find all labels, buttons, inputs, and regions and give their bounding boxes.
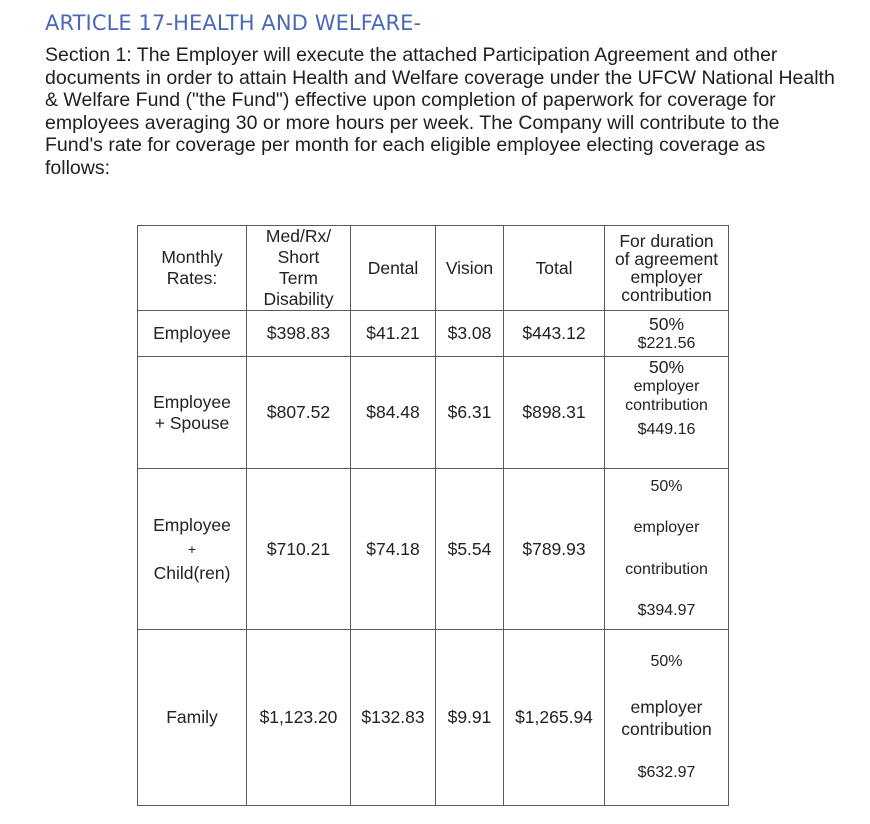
contribution-cell: 50% employer contribution $394.97 — [605, 469, 729, 630]
header-med-rx-std: Med/Rx/ Short Term Disability — [247, 226, 351, 311]
article-title: ARTICLE 17-HEALTH AND WELFARE- — [45, 11, 422, 35]
vision-cell: $6.31 — [436, 357, 504, 469]
contribution-cell: 50% $221.56 — [605, 311, 729, 357]
med-rx-std-cell: $710.21 — [247, 469, 351, 630]
table-row — [138, 357, 729, 469]
row-label: Employee + Spouse — [138, 357, 247, 469]
contribution-cell: 50% employer contribution $632.97 — [605, 630, 729, 806]
total-cell: $789.93 — [504, 469, 605, 630]
dental-cell: $132.83 — [351, 630, 436, 806]
header-employer-contribution: For duration of agreement employer contribution — [605, 226, 729, 311]
total-cell: $1,265.94 — [504, 630, 605, 806]
row-label: Family — [138, 630, 247, 806]
header-vision: Vision — [436, 226, 504, 311]
row-label: Employee + Child(ren) — [138, 469, 247, 630]
table-row — [138, 630, 729, 806]
table-row — [138, 469, 729, 630]
header-monthly-rates: Monthly Rates: — [138, 226, 247, 311]
total-cell: $443.12 — [504, 311, 605, 357]
header-total: Total — [504, 226, 605, 311]
dental-cell: $74.18 — [351, 469, 436, 630]
section-1-text: Section 1: The Employer will execute the attached Participation Agreement and other documents in order to attain Health and Welfare coverage under the UFCW National Health & Welfare Fund ("the Fund") effective upon completion of paperwork for coverage for employees averaging 30 or more hours per week. The Company will contribute to the Fund's rate for coverage per month for each eligible employee electing coverage as follows: — [45, 44, 835, 179]
total-cell: $898.31 — [504, 357, 605, 469]
row-label: Employee — [138, 311, 247, 357]
table-row — [138, 311, 729, 357]
table-header-row — [138, 226, 729, 311]
vision-cell: $3.08 — [436, 311, 504, 357]
med-rx-std-cell: $1,123.20 — [247, 630, 351, 806]
contribution-cell: 50% employer contribution $449.16 — [605, 357, 729, 469]
dental-cell: $84.48 — [351, 357, 436, 469]
med-rx-std-cell: $398.83 — [247, 311, 351, 357]
vision-cell: $5.54 — [436, 469, 504, 630]
rates-table — [137, 225, 729, 806]
header-dental: Dental — [351, 226, 436, 311]
med-rx-std-cell: $807.52 — [247, 357, 351, 469]
dental-cell: $41.21 — [351, 311, 436, 357]
vision-cell: $9.91 — [436, 630, 504, 806]
